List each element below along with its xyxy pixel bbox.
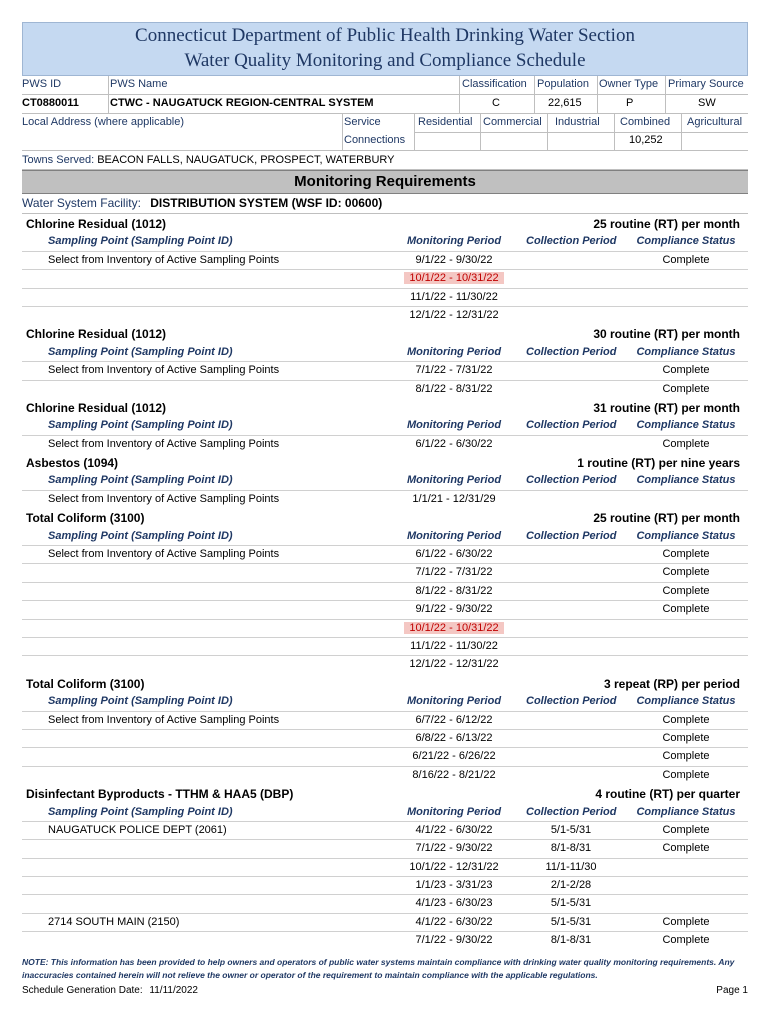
monitoring-frequency: 1 routine (RT) per nine years bbox=[577, 456, 740, 471]
primary-source: SW bbox=[698, 97, 716, 109]
analyte-name: Total Coliform (3100) bbox=[26, 676, 145, 691]
primary-source-label: Primary Source bbox=[668, 78, 744, 90]
classification: C bbox=[492, 97, 500, 109]
compliance-status: Complete bbox=[662, 713, 710, 726]
title-line-2: Water Quality Monitoring and Compliance Schedule bbox=[184, 50, 586, 71]
monitoring-title: Monitoring Requirements bbox=[22, 170, 748, 194]
section-header-row bbox=[22, 324, 748, 342]
compliance-status: Complete bbox=[662, 934, 710, 947]
monitoring-period: 6/21/22 - 6/26/22 bbox=[412, 750, 496, 763]
title-box bbox=[22, 22, 748, 76]
monitoring-period-header: Monitoring Period bbox=[406, 529, 502, 542]
compliance-status: Complete bbox=[662, 842, 710, 855]
monitoring-period: 6/8/22 - 6/13/22 bbox=[415, 731, 493, 744]
column-header-row bbox=[22, 803, 748, 821]
table-row bbox=[22, 306, 748, 324]
sampling-point: Select from Inventory of Active Sampling Points bbox=[48, 364, 280, 377]
compliance-status: Complete bbox=[662, 731, 710, 744]
collection-period: 11/1-11/30 bbox=[545, 860, 597, 873]
towns-row bbox=[22, 150, 748, 170]
compliance-status-header: Compliance Status bbox=[636, 805, 736, 818]
pws-id-label: PWS ID bbox=[22, 78, 62, 90]
sampling-point-header: Sampling Point (Sampling Point ID) bbox=[48, 235, 233, 248]
analyte-name: Disinfectant Byproducts - TTHM & HAA5 (DBP) bbox=[26, 787, 294, 802]
owner-type: P bbox=[626, 97, 634, 109]
industrial-label: Industrial bbox=[555, 116, 600, 128]
compliance-status: Complete bbox=[662, 253, 710, 266]
compliance-status: Complete bbox=[662, 823, 710, 836]
sampling-point-header: Sampling Point (Sampling Point ID) bbox=[48, 805, 233, 818]
table-row bbox=[22, 361, 748, 379]
pws-name: CTWC - NAUGATUCK REGION-CENTRAL SYSTEM bbox=[110, 97, 374, 109]
monitoring-period: 10/1/22 - 10/31/22 bbox=[404, 622, 504, 634]
table-row bbox=[22, 839, 748, 857]
table-row bbox=[22, 766, 748, 784]
collection-period: 5/1-5/31 bbox=[550, 915, 592, 928]
section-header-row bbox=[22, 508, 748, 526]
compliance-status-header: Compliance Status bbox=[636, 695, 736, 708]
section-header-row bbox=[22, 453, 748, 471]
analyte-name: Chlorine Residual (1012) bbox=[26, 217, 167, 231]
sampling-point: 2714 SOUTH MAIN (2150) bbox=[48, 915, 180, 928]
compliance-status: Complete bbox=[662, 584, 710, 597]
page-number: Page 1 bbox=[716, 985, 748, 996]
monitoring-period: 8/1/22 - 8/31/22 bbox=[415, 584, 493, 597]
address-row bbox=[22, 113, 748, 150]
monitoring-period: 11/1/22 - 11/30/22 bbox=[410, 639, 498, 652]
monitoring-period-header: Monitoring Period bbox=[406, 695, 502, 708]
collection-period-header: Collection Period bbox=[526, 345, 617, 358]
towns-served: BEACON FALLS, NAUGATUCK, PROSPECT, WATERBURY bbox=[97, 154, 395, 166]
generation-date: 11/11/2022 bbox=[149, 985, 198, 996]
table-row bbox=[22, 655, 748, 673]
table-row bbox=[22, 435, 748, 453]
column-header-row bbox=[22, 527, 748, 545]
section-header-row bbox=[22, 398, 748, 416]
disclaimer-note: NOTE: This information has been provided to help owners and operators of public water systems maintain compliance with drinking water quality monitoring requirements. Any inaccuracies contained herein will not relieve the owner or operator of the requirement to maintain compliance with the applicable regulations. bbox=[22, 957, 735, 980]
collection-period-header: Collection Period bbox=[526, 695, 617, 708]
sampling-point-header: Sampling Point (Sampling Point ID) bbox=[48, 529, 233, 542]
monitoring-period: 7/1/22 - 7/31/22 bbox=[415, 566, 493, 579]
monitoring-period: 8/1/22 - 8/31/22 bbox=[415, 382, 493, 395]
monitoring-period: 12/1/22 - 12/31/22 bbox=[409, 308, 499, 321]
table-row bbox=[22, 821, 748, 839]
analyte-name: Total Coliform (3100) bbox=[26, 511, 145, 526]
monitoring-period-header: Monitoring Period bbox=[406, 805, 502, 818]
compliance-status: Complete bbox=[662, 382, 710, 395]
monitoring-period: 4/1/22 - 6/30/22 bbox=[415, 915, 493, 928]
table-row bbox=[22, 563, 748, 581]
table-row bbox=[22, 637, 748, 655]
sampling-point-header: Sampling Point (Sampling Point ID) bbox=[48, 419, 233, 432]
service-label-2: Connections bbox=[344, 134, 406, 146]
sampling-point-header: Sampling Point (Sampling Point ID) bbox=[48, 474, 233, 487]
column-header-row bbox=[22, 692, 748, 710]
compliance-status: Complete bbox=[662, 915, 710, 928]
monitoring-period-header: Monitoring Period bbox=[406, 419, 502, 432]
agricultural-label: Agricultural bbox=[687, 116, 743, 128]
compliance-status-header: Compliance Status bbox=[636, 345, 736, 358]
sampling-point: Select from Inventory of Active Sampling Points bbox=[48, 548, 280, 561]
sampling-point-header: Sampling Point (Sampling Point ID) bbox=[48, 345, 233, 358]
section-header-row bbox=[22, 674, 748, 692]
monitoring-period: 10/1/22 - 12/31/22 bbox=[409, 860, 499, 873]
section-header-row bbox=[22, 214, 748, 232]
owner-type-label: Owner Type bbox=[599, 78, 659, 90]
column-header-row bbox=[22, 232, 748, 250]
sampling-point-header: Sampling Point (Sampling Point ID) bbox=[48, 695, 233, 708]
monitoring-period: 7/1/22 - 9/30/22 bbox=[415, 842, 493, 855]
compliance-status: Complete bbox=[662, 750, 710, 763]
sampling-point: NAUGATUCK POLICE DEPT (2061) bbox=[48, 823, 227, 836]
pws-id: CT0880011 bbox=[22, 97, 79, 109]
pws-name-label: PWS Name bbox=[110, 78, 168, 90]
facility-row bbox=[22, 194, 748, 214]
table-row bbox=[22, 858, 748, 876]
table-row bbox=[22, 913, 748, 931]
facility-name: DISTRIBUTION SYSTEM (WSF ID: 00600) bbox=[150, 196, 383, 210]
monitoring-period-header: Monitoring Period bbox=[406, 474, 502, 487]
monitoring-frequency: 25 routine (RT) per month bbox=[593, 511, 740, 526]
compliance-status-header: Compliance Status bbox=[636, 419, 736, 432]
population-label: Population bbox=[537, 78, 589, 90]
schedule-page bbox=[22, 22, 748, 950]
population: 22,615 bbox=[548, 97, 582, 109]
commercial-label: Commercial bbox=[483, 116, 542, 128]
monitoring-period: 11/1/22 - 11/30/22 bbox=[410, 290, 498, 303]
classification-label: Classification bbox=[462, 78, 527, 90]
collection-period: 5/1-5/31 bbox=[550, 823, 592, 836]
service-label-1: Service bbox=[344, 116, 381, 128]
monitoring-period: 6/1/22 - 6/30/22 bbox=[415, 548, 493, 561]
table-row bbox=[22, 711, 748, 729]
towns-label: Towns Served: bbox=[22, 154, 95, 166]
table-row bbox=[22, 251, 748, 269]
local-address-label: Local Address (where applicable) bbox=[22, 116, 185, 128]
collection-period: 5/1-5/31 bbox=[550, 897, 592, 910]
residential-label: Residential bbox=[418, 116, 473, 128]
analyte-name: Asbestos (1094) bbox=[26, 456, 119, 471]
collection-period-header: Collection Period bbox=[526, 419, 617, 432]
sampling-point: Select from Inventory of Active Sampling Points bbox=[48, 713, 280, 726]
section-header-row bbox=[22, 784, 748, 802]
system-values-row bbox=[22, 94, 748, 113]
monitoring-period: 4/1/23 - 6/30/23 bbox=[415, 897, 493, 910]
monitoring-table bbox=[22, 214, 748, 950]
monitoring-period: 6/7/22 - 6/12/22 bbox=[415, 713, 493, 726]
monitoring-period: 1/1/23 - 3/31/23 bbox=[415, 879, 493, 892]
monitoring-frequency: 31 routine (RT) per month bbox=[593, 400, 740, 415]
table-row bbox=[22, 600, 748, 618]
monitoring-period-header: Monitoring Period bbox=[406, 345, 502, 358]
monitoring-period: 1/1/21 - 12/31/29 bbox=[412, 492, 496, 505]
table-row bbox=[22, 380, 748, 398]
monitoring-frequency: 25 routine (RT) per month bbox=[593, 217, 740, 231]
column-header-row bbox=[22, 416, 748, 434]
column-header-row bbox=[22, 343, 748, 361]
collection-period: 8/1-8/31 bbox=[550, 842, 592, 855]
combined-label: Combined bbox=[620, 116, 671, 128]
table-row bbox=[22, 894, 748, 912]
compliance-status: Complete bbox=[662, 603, 710, 616]
table-row bbox=[22, 747, 748, 765]
monitoring-period: 9/1/22 - 9/30/22 bbox=[415, 603, 493, 616]
table-row bbox=[22, 545, 748, 563]
generation-date-label: Schedule Generation Date: bbox=[22, 985, 143, 996]
compliance-status-header: Compliance Status bbox=[636, 529, 736, 542]
column-header-row bbox=[22, 471, 748, 489]
monitoring-period: 7/1/22 - 7/31/22 bbox=[415, 364, 493, 377]
facility-label: Water System Facility: bbox=[22, 196, 141, 210]
monitoring-frequency: 4 routine (RT) per quarter bbox=[595, 787, 740, 802]
compliance-status-header: Compliance Status bbox=[636, 235, 736, 248]
monitoring-period: 6/1/22 - 6/30/22 bbox=[415, 437, 493, 450]
system-header-row bbox=[22, 76, 748, 94]
monitoring-period: 7/1/22 - 9/30/22 bbox=[415, 934, 493, 947]
table-row bbox=[22, 288, 748, 306]
sampling-point: Select from Inventory of Active Sampling Points bbox=[48, 437, 280, 450]
collection-period-header: Collection Period bbox=[526, 235, 617, 248]
table-row bbox=[22, 931, 748, 949]
collection-period-header: Collection Period bbox=[526, 805, 617, 818]
collection-period-header: Collection Period bbox=[526, 529, 617, 542]
title-line-1: Connecticut Department of Public Health Drinking Water Section bbox=[135, 25, 635, 46]
monitoring-period: 8/16/22 - 8/21/22 bbox=[412, 768, 496, 781]
table-row bbox=[22, 619, 748, 637]
compliance-status-header: Compliance Status bbox=[636, 474, 736, 487]
compliance-status: Complete bbox=[662, 364, 710, 377]
collection-period-header: Collection Period bbox=[526, 474, 617, 487]
monitoring-frequency: 3 repeat (RP) per period bbox=[603, 676, 740, 691]
table-row bbox=[22, 876, 748, 894]
sampling-point: Select from Inventory of Active Sampling Points bbox=[48, 492, 280, 505]
sampling-point: Select from Inventory of Active Sampling Points bbox=[48, 253, 280, 266]
compliance-status: Complete bbox=[662, 548, 710, 561]
monitoring-period: 12/1/22 - 12/31/22 bbox=[409, 658, 499, 671]
monitoring-period: 10/1/22 - 10/31/22 bbox=[404, 272, 504, 284]
combined-value: 10,252 bbox=[629, 134, 663, 146]
footer bbox=[22, 985, 748, 996]
analyte-name: Chlorine Residual (1012) bbox=[26, 400, 167, 415]
table-row bbox=[22, 582, 748, 600]
monitoring-period-header: Monitoring Period bbox=[406, 235, 502, 248]
monitoring-period: 9/1/22 - 9/30/22 bbox=[415, 253, 493, 266]
table-row bbox=[22, 490, 748, 508]
monitoring-period: 4/1/22 - 6/30/22 bbox=[415, 823, 493, 836]
monitoring-frequency: 30 routine (RT) per month bbox=[593, 327, 740, 342]
compliance-status: Complete bbox=[662, 768, 710, 781]
collection-period: 2/1-2/28 bbox=[550, 879, 592, 892]
compliance-status: Complete bbox=[662, 437, 710, 450]
table-row bbox=[22, 729, 748, 747]
analyte-name: Chlorine Residual (1012) bbox=[26, 327, 167, 342]
table-row bbox=[22, 269, 748, 287]
collection-period: 8/1-8/31 bbox=[550, 934, 592, 947]
compliance-status: Complete bbox=[662, 566, 710, 579]
